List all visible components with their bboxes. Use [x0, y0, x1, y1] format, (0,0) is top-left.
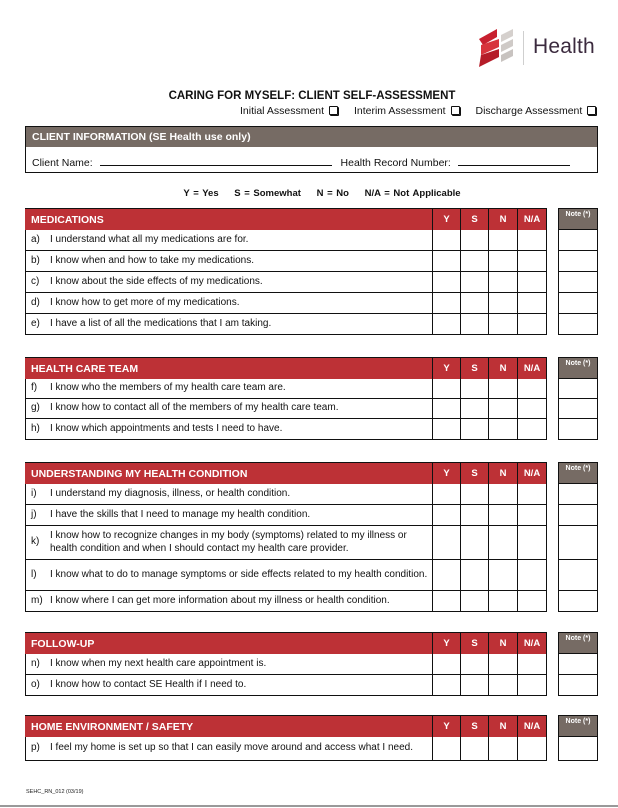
answer-cell-s[interactable]: [460, 230, 488, 250]
legend-yes: Y = Yes: [183, 188, 219, 199]
initial-assessment-checkbox[interactable]: [329, 106, 338, 115]
answer-cell-y[interactable]: [432, 484, 460, 504]
question-row: [25, 230, 547, 251]
note-cell[interactable]: [558, 736, 598, 761]
note-cell[interactable]: [558, 398, 598, 419]
answer-cell-y[interactable]: [432, 230, 460, 250]
question-letter: n): [31, 657, 40, 669]
answer-cell-n[interactable]: [488, 591, 517, 611]
section-medications: [25, 208, 547, 335]
answer-cell-n[interactable]: [488, 251, 517, 271]
answer-cell-n-a[interactable]: [517, 654, 547, 674]
section-title: FOLLOW-UP: [31, 638, 95, 650]
answer-cell-s[interactable]: [460, 251, 488, 271]
answer-cell-s[interactable]: [460, 399, 488, 418]
section-title: UNDERSTANDING MY HEALTH CONDITION: [31, 468, 248, 480]
section-title: MEDICATIONS: [31, 214, 104, 226]
legend-not-applicable: N/A = Not Applicable: [364, 188, 461, 199]
answer-cell-s[interactable]: [460, 526, 488, 559]
note-cell[interactable]: [558, 313, 598, 335]
question-label: I know which appointments and tests I need to have.: [50, 422, 283, 434]
column-header-n-a: N/A: [517, 716, 547, 737]
interim-assessment-label: Interim Assessment: [353, 105, 446, 117]
question-row: [25, 293, 547, 314]
answer-cell-n[interactable]: [488, 314, 517, 334]
note-cell[interactable]: [558, 418, 598, 440]
column-header-y: Y: [432, 463, 460, 484]
question-row: [25, 484, 547, 505]
question-label: I have a list of all the medications that I am taking.: [50, 317, 272, 329]
question-label: I know when and how to take my medications.: [50, 254, 254, 266]
answer-cell-n[interactable]: [488, 505, 517, 525]
question-text: [25, 560, 432, 590]
answer-cell-y[interactable]: [432, 560, 460, 590]
answer-cell-s[interactable]: [460, 560, 488, 590]
question-text: [25, 399, 432, 418]
note-cell[interactable]: [558, 292, 598, 314]
client-information-heading: CLIENT INFORMATION (SE Health use only): [26, 126, 597, 147]
note-cell[interactable]: [558, 504, 598, 526]
answer-cell-y[interactable]: [432, 419, 460, 439]
answer-cell-y[interactable]: [432, 654, 460, 674]
answer-cell-n-a[interactable]: [517, 399, 547, 418]
answer-cell-n-a[interactable]: [517, 484, 547, 504]
answer-cell-y[interactable]: [432, 251, 460, 271]
column-header-n: N: [488, 716, 517, 737]
question-label: I know how to get more of my medications.: [50, 296, 240, 308]
answer-cell-n-a[interactable]: [517, 505, 547, 525]
question-letter: d): [31, 296, 40, 308]
health-record-field[interactable]: [458, 156, 570, 166]
answer-cell-s[interactable]: [460, 484, 488, 504]
column-header-s: S: [460, 463, 488, 484]
question-label: I know how to recognize changes in my body (symptoms) related to my illness or health condition and when I should contact my health care provider.: [50, 530, 407, 554]
note-header: Note (*): [558, 632, 598, 654]
section-title: HEALTH CARE TEAM: [31, 363, 139, 375]
question-row: [25, 591, 547, 612]
column-header-n-a: N/A: [517, 209, 547, 230]
note-cell[interactable]: [558, 271, 598, 293]
answer-cell-n[interactable]: [488, 230, 517, 250]
answer-cell-n-a[interactable]: [517, 526, 547, 559]
answer-cell-n[interactable]: [488, 560, 517, 590]
answer-cell-y[interactable]: [432, 314, 460, 334]
question-row: [25, 675, 547, 696]
column-header-y: Y: [432, 716, 460, 737]
health-record-label: Health Record Number:: [340, 157, 451, 169]
question-row: [25, 419, 547, 440]
page-title: CARING FOR MYSELF: CLIENT SELF-ASSESSMENT: [168, 90, 456, 102]
answer-cell-s[interactable]: [460, 314, 488, 334]
discharge-assessment-label: Discharge Assessment: [475, 105, 583, 117]
note-column: [558, 462, 598, 612]
question-row: [25, 272, 547, 293]
question-row: [25, 379, 547, 399]
question-letter: h): [31, 422, 40, 434]
se-logo-mark-icon: [475, 27, 517, 71]
question-label: I know where I can get more information about my illness or health condition.: [50, 594, 390, 606]
question-text: [25, 737, 432, 760]
question-label: I know when my next health care appointment is.: [50, 657, 267, 669]
question-text: [25, 230, 432, 250]
column-header-n-a: N/A: [517, 358, 547, 379]
client-information-box: [25, 126, 598, 173]
question-row: [25, 654, 547, 675]
question-label: I know who the members of my health care team are.: [50, 382, 286, 394]
section-header: [25, 208, 547, 230]
note-cell[interactable]: [558, 378, 598, 399]
page-bottom-rule: [0, 805, 618, 807]
question-text: [25, 484, 432, 504]
note-column: [558, 357, 598, 440]
question-letter: e): [31, 317, 40, 329]
answer-cell-y[interactable]: [432, 505, 460, 525]
assessment-type-group: [240, 105, 596, 117]
question-text: [25, 293, 432, 313]
legend-somewhat: S = Somewhat: [234, 188, 301, 199]
answer-cell-n[interactable]: [488, 379, 517, 398]
question-letter: o): [31, 678, 40, 690]
answer-cell-n[interactable]: [488, 419, 517, 439]
section-follow-up: [25, 632, 547, 696]
answer-cell-s[interactable]: [460, 419, 488, 439]
answer-cell-n-a[interactable]: [517, 737, 547, 760]
answer-cell-s[interactable]: [460, 654, 488, 674]
answer-cell-n[interactable]: [488, 484, 517, 504]
answer-cell-n-a[interactable]: [517, 419, 547, 439]
client-information-fields: [32, 156, 570, 169]
column-header-n: N: [488, 633, 517, 654]
answer-cell-y[interactable]: [432, 675, 460, 695]
section-header: [25, 632, 547, 654]
section-header: [25, 357, 547, 379]
question-label: I have the skills that I need to manage my health condition.: [50, 508, 311, 520]
column-header-n: N: [488, 209, 517, 230]
answer-cell-s[interactable]: [460, 505, 488, 525]
column-header-n-a: N/A: [517, 463, 547, 484]
question-label: I feel my home is set up so that I can easily move around and access what I need.: [50, 742, 413, 754]
section-header: [25, 715, 547, 737]
question-text: [25, 379, 432, 398]
note-cell[interactable]: [558, 590, 598, 612]
question-label: I understand what all my medications are for.: [50, 233, 249, 245]
column-header-y: Y: [432, 358, 460, 379]
answer-cell-n-a[interactable]: [517, 293, 547, 313]
answer-cell-n-a[interactable]: [517, 675, 547, 695]
question-label: I know about the side effects of my medications.: [50, 275, 263, 287]
note-cell[interactable]: [558, 674, 598, 696]
question-letter: j): [31, 508, 37, 520]
question-row: [25, 526, 547, 560]
answer-cell-y[interactable]: [432, 399, 460, 418]
column-header-y: Y: [432, 633, 460, 654]
note-header: Note (*): [558, 462, 598, 484]
question-text: [25, 419, 432, 439]
initial-assessment-label: Initial Assessment: [240, 105, 325, 117]
answer-cell-y[interactable]: [432, 272, 460, 292]
note-header: Note (*): [558, 357, 598, 379]
note-cell[interactable]: [558, 559, 598, 591]
section-health-care-team: [25, 357, 547, 440]
note-cell[interactable]: [558, 525, 598, 560]
answer-cell-n[interactable]: [488, 654, 517, 674]
answer-cell-n-a[interactable]: [517, 591, 547, 611]
answer-cell-n-a[interactable]: [517, 314, 547, 334]
question-letter: g): [31, 402, 40, 414]
answer-cell-s[interactable]: [460, 272, 488, 292]
column-header-n: N: [488, 463, 517, 484]
answer-cell-s[interactable]: [460, 675, 488, 695]
question-letter: k): [31, 536, 40, 548]
question-row: [25, 505, 547, 526]
answer-cell-s[interactable]: [460, 591, 488, 611]
answer-cell-n-a[interactable]: [517, 230, 547, 250]
answer-cell-n[interactable]: [488, 272, 517, 292]
column-header-y: Y: [432, 209, 460, 230]
note-column: [558, 715, 598, 761]
question-row: [25, 399, 547, 419]
question-row: [25, 737, 547, 761]
column-header-s: S: [460, 209, 488, 230]
column-header-n: N: [488, 358, 517, 379]
question-text: [25, 251, 432, 271]
answer-cell-s[interactable]: [460, 737, 488, 760]
answer-cell-n[interactable]: [488, 399, 517, 418]
note-header: Note (*): [558, 208, 598, 230]
discharge-assessment-checkbox[interactable]: [587, 106, 596, 115]
question-letter: b): [31, 254, 40, 266]
answer-cell-s[interactable]: [460, 379, 488, 398]
question-letter: i): [31, 487, 37, 499]
answer-cell-n[interactable]: [488, 737, 517, 760]
question-label: I know how to contact SE Health if I need to.: [50, 678, 247, 690]
question-row: [25, 560, 547, 591]
response-legend: [0, 188, 618, 199]
answer-cell-n-a[interactable]: [517, 379, 547, 398]
form-code: SEHC_RN_012 (03/19): [26, 789, 84, 795]
answer-cell-n-a[interactable]: [517, 560, 547, 590]
answer-cell-y[interactable]: [432, 379, 460, 398]
note-cell[interactable]: [558, 250, 598, 272]
question-text: [25, 314, 432, 334]
answer-cell-y[interactable]: [432, 737, 460, 760]
question-text: [25, 675, 432, 695]
answer-cell-s[interactable]: [460, 293, 488, 313]
column-header-s: S: [460, 358, 488, 379]
answer-cell-n[interactable]: [488, 293, 517, 313]
question-letter: f): [31, 382, 38, 394]
question-letter: m): [31, 594, 43, 606]
se-health-logo: [475, 27, 615, 71]
answer-cell-n[interactable]: [488, 675, 517, 695]
question-label: I understand my diagnosis, illness, or health condition.: [50, 487, 291, 499]
note-column: [558, 632, 598, 696]
answer-cell-n[interactable]: [488, 526, 517, 559]
question-text: [25, 591, 432, 611]
question-text: [25, 526, 432, 559]
note-cell[interactable]: [558, 229, 598, 251]
client-name-field[interactable]: [100, 156, 332, 166]
answer-cell-n-a[interactable]: [517, 251, 547, 271]
note-cell[interactable]: [558, 483, 598, 505]
answer-cell-y[interactable]: [432, 526, 460, 559]
question-text: [25, 654, 432, 674]
column-header-s: S: [460, 633, 488, 654]
question-letter: p): [31, 742, 40, 754]
question-row: [25, 314, 547, 335]
question-label: I know what to do to manage symptoms or side effects related to my health condition.: [50, 568, 428, 580]
question-letter: a): [31, 233, 40, 245]
note-cell[interactable]: [558, 653, 598, 675]
client-name-label: Client Name:: [32, 157, 93, 169]
note-column: [558, 208, 598, 335]
legend-no: N = No: [316, 188, 349, 199]
answer-cell-n-a[interactable]: [517, 272, 547, 292]
logo-divider: [523, 31, 524, 65]
answer-cell-y[interactable]: [432, 591, 460, 611]
note-header: Note (*): [558, 715, 598, 737]
question-letter: l): [31, 568, 37, 580]
answer-cell-y[interactable]: [432, 293, 460, 313]
question-letter: c): [31, 275, 40, 287]
section-header: [25, 462, 547, 484]
section-home-environment-safety: [25, 715, 547, 761]
column-header-s: S: [460, 716, 488, 737]
section-title: HOME ENVIRONMENT / SAFETY: [31, 721, 194, 733]
question-label: I know how to contact all of the members of my health care team.: [50, 402, 339, 414]
question-row: [25, 251, 547, 272]
interim-assessment-checkbox[interactable]: [451, 106, 460, 115]
logo-text: Health: [533, 35, 595, 58]
column-header-n-a: N/A: [517, 633, 547, 654]
question-text: [25, 505, 432, 525]
question-text: [25, 272, 432, 292]
section-understanding-my-health-condition: [25, 462, 547, 612]
